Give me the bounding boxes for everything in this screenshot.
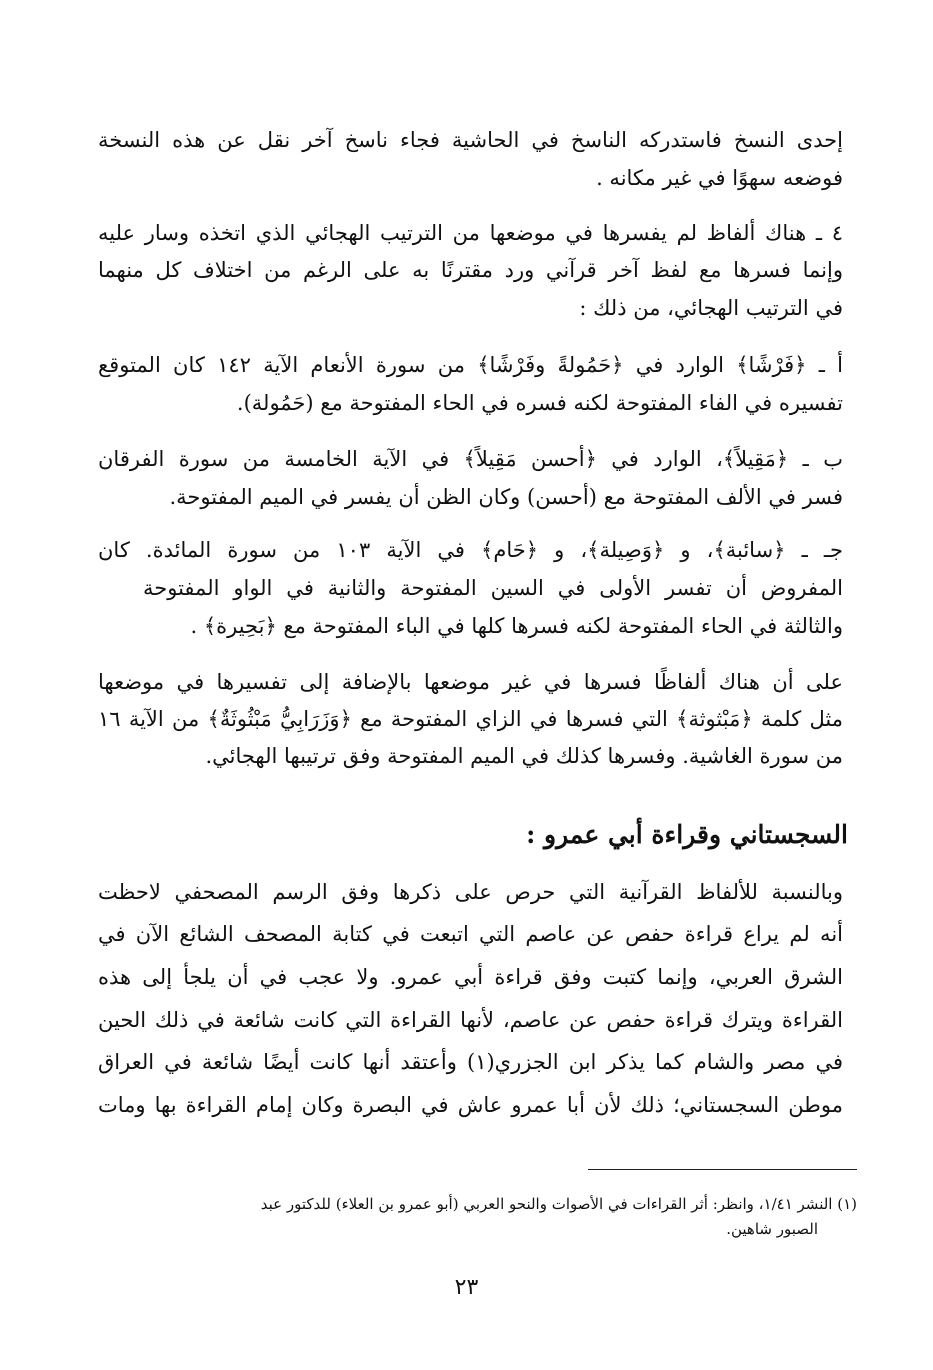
paragraph-line: الشرق العربي، وإنما كتبت وفق قراءة أبي عمرو. ولا عجب في أن يلجأ إلى هذه: [98, 965, 843, 989]
paragraph-line: إحدى النسخ فاستدركه الناسخ في الحاشية فجاء ناسخ آخر نقل عن هذه النسخة: [98, 128, 843, 152]
paragraph-line: مثل كلمة ﴿مَبْثوثة﴾ التي فسرها في الزاي المفتوحة مع ﴿وَزَرَابِيُّ مَبْثُوثَةٌ﴾ من الآية ١٦: [98, 707, 843, 731]
list-item-line: وإنما فسرها مع لفظ آخر قرآني ورد مقترنًا به على الرغم من اختلاف كل منهما: [98, 258, 843, 282]
list-item-line: في الترتيب الهجائي، من ذلك :: [579, 296, 843, 320]
page-number: ٢٣: [454, 1275, 479, 1300]
paragraph-line: في مصر والشام كما يذكر ابن الجزري(١) وأعتقد أنها كانت أيضًا شائعة في العراق: [98, 1050, 843, 1074]
sub-item-line: فسر في الألف المفتوحة مع (أحسن) وكان الظن أن يفسر في الميم المفتوحة.: [169, 485, 843, 509]
sub-item-line: ب ـ ﴿مَقِيلاً﴾، الوارد في ﴿أحسن مَقِيلاً﴾ في الآية الخامسة من سورة الفرقان: [98, 447, 843, 471]
footnote-line: الصبور شاهين.: [726, 1220, 818, 1238]
sub-item-line: جـ ـ ﴿سائبة﴾، و ﴿وَصِيلة﴾، و ﴿حَام﴾ في الآية ١٠٣ من سورة المائدة. كان: [98, 538, 843, 562]
section-heading: السجستاني وقراءة أبي عمرو :: [526, 820, 848, 849]
paragraph-line: من سورة الغاشية. وفسرها كذلك في الميم المفتوحة وفق ترتيبها الهجائي.: [205, 744, 843, 768]
paragraph-line: وبالنسبة للألفاظ القرآنية التي حرص على ذكرها وفق الرسم المصحفي لاحظت: [98, 880, 843, 904]
paragraph-line: على أن هناك ألفاظًا فسرها في غير موضعها بالإضافة إلى تفسيرها في موضعها: [98, 670, 843, 694]
paragraph-line: القراءة ويترك قراءة حفص عن عاصم، لأنها القراءة التي كانت شائعة في ذلك الحين: [98, 1008, 843, 1032]
paragraph-line: موطن السجستاني؛ ذلك لأن أبا عمرو عاش في البصرة وكان إمام القراءة بها ومات: [98, 1093, 843, 1117]
sub-item-line: والثالثة في الحاء المفتوحة لكنه فسرها كلها في الباء المفتوحة مع ﴿بَحِيرة﴾ .: [190, 614, 843, 638]
sub-item-line: أ ـ ﴿فَرْشًا﴾ الوارد في ﴿حَمُولةً وفَرْشًا﴾ من سورة الأنعام الآية ١٤٢ كان المتوقع: [98, 353, 843, 377]
sub-item-line: المفروض أن تفسر الأولى في السين المفتوحة والثانية في الواو المفتوحة: [143, 576, 843, 600]
sub-item-line: تفسيره في الفاء المفتوحة لكنه فسره في الحاء المفتوحة مع (حَمُولة).: [236, 391, 843, 415]
list-item-line: ٤ ـ هناك ألفاظ لم يفسرها في موضعها من الترتيب الهجائي الذي اتخذه وسار عليه: [98, 221, 843, 245]
paragraph-line: فوضعه سهوًا في غير مكانه .: [596, 166, 843, 190]
footnote-divider: [588, 1169, 857, 1170]
footnote-line: (١) النشر ١/٤١، وانظر: أثر القراءات في الأصوات والنحو العربي (أبو عمرو بن العلاء) للدكتور عبد: [260, 1195, 857, 1213]
paragraph-line: أنه لم يراع قراءة حفص عن عاصم التي اتبعت في كتابة المصحف الشائع الآن في: [98, 922, 843, 946]
